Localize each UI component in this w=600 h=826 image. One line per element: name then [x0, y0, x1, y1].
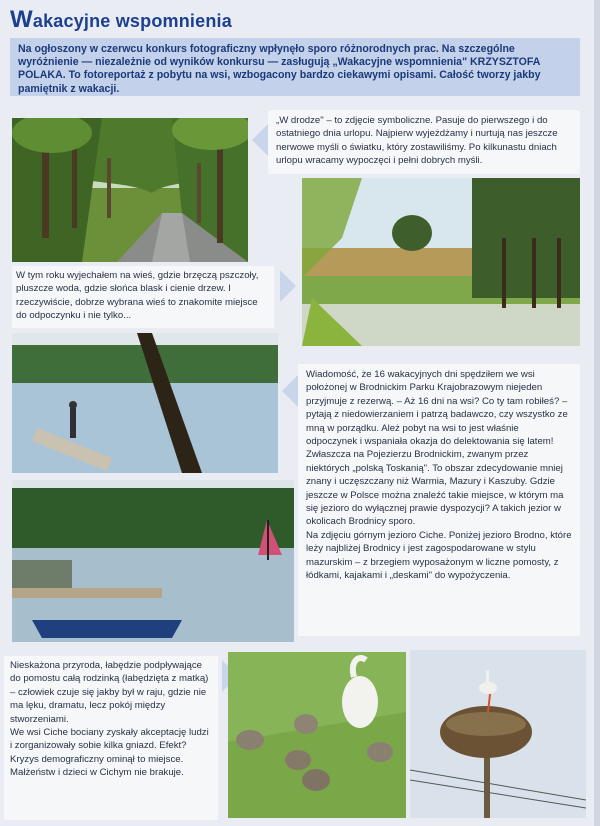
photo-lake-brodno [12, 480, 294, 642]
photo-lake-ciche [12, 333, 278, 473]
caption-road [268, 110, 580, 174]
intro-lead [10, 38, 580, 96]
caption-road-text: „W drodze" – to zdjęcie symboliczne. Pasuje do pierwszego i do ostatniego dnia urlopu. Najpierw wyjeżdżamy i nurtują nas jeszcze nerwowe myśli o światku, który zostawiliśmy. Po kilkunastu dniach urlopu wracamy wypoczęci i pełni dobrych myśli. [276, 115, 558, 167]
page-title [10, 6, 232, 34]
photo-field [302, 178, 580, 346]
caption-village-text: W tym roku wyjechałem na wieś, gdzie brzęczą pszczoły, pluszcze woda, gdzie słońca blask i cienie drzew. I rzeczywiście, dobrze wybrana wieś to znakomite miejsce do odpoczynku i nie tylko... [16, 270, 259, 322]
caption-lakes [298, 364, 580, 636]
photo-stork-nest [410, 650, 586, 818]
caption-village [12, 266, 274, 328]
caption-lakes-text-2: Na zdjęciu górnym jezioro Ciche. Poniżej jezioro Brodno, które leży najbliżej Brodnicy i jest zagospodarowane w stylu mazurskim – z brzegiem wyposażonym w liczne pomosty, z łódkami, kajakami i „deskami" do wypożyczenia. [306, 529, 572, 582]
title-initial: W [10, 6, 33, 33]
arrow-road [252, 124, 268, 156]
intro-text: Na ogłoszony w czerwcu konkurs fotograficzny wpłynęło sporo różnorodnych prac. Na szczególne wyróżnienie — niezależnie od wyników konkursu — zasługują „Wakacyjne wspomnienia" KRZYSZTOFA POLAKA. To fotoreportaż z pobytu na wsi, wzbogacony bardzo ciekawymi opisami. Całość tworzy jakby pamiętnik z wakacji. [18, 43, 541, 95]
photo-swans [228, 652, 406, 818]
caption-nature-text-2: We wsi Ciche bociany zyskały akceptację ludzi i zorganizowały sobie kilka gniazd. Efekt? Kryzys demograficzny ominął to miejsce. Małżeństw i dzieci w Cichym nie brakuje. [10, 727, 209, 779]
caption-nature [4, 656, 218, 820]
photo-road [12, 118, 248, 262]
arrow-village [280, 270, 296, 302]
page-edge [594, 0, 600, 826]
arrow-lakes [282, 375, 298, 407]
caption-lakes-text-1: Wiadomość, że 16 wakacyjnych dni spędziłem we wsi położonej w Brodnickim Parku Krajobrazowym niejeden przyjmuje z rezerwą. – Aż 16 dni na wsi? Co ty tam robiłeś? – pytają z niedowierzaniem i patrzą badawczo, czy wszystko ze mną w porządku. Ależ pobyt na wsi to jest właśnie odpoczynek i wspaniała okazja do delektowania się latem! Zwłaszcza na Pojezierzu Brodnickim, zwanym przez niektórych „polską Toskanią". To obszar zdecydowanie mniej znany i uczęszczany niż Warmia, Mazury i Kaszuby. Gdzie jeszcze w Polsce można znaleźć takie miejsce, w którym ma się jezioro do wyłącznej prawie dyspozycji? A takich jezior w okolicach Brodnicy sporo. [306, 369, 568, 528]
caption-nature-text-1: Nieskażona przyroda, łabędzie podpływające do pomostu całą rodzinką (łabędzięta z matką) – człowiek czuje się jakby był w raju, gdzie nie ma lęku, dramatu, lecz pokój między stworzeniami. [10, 660, 209, 725]
title-rest: akacyjne wspomnienia [32, 11, 232, 31]
